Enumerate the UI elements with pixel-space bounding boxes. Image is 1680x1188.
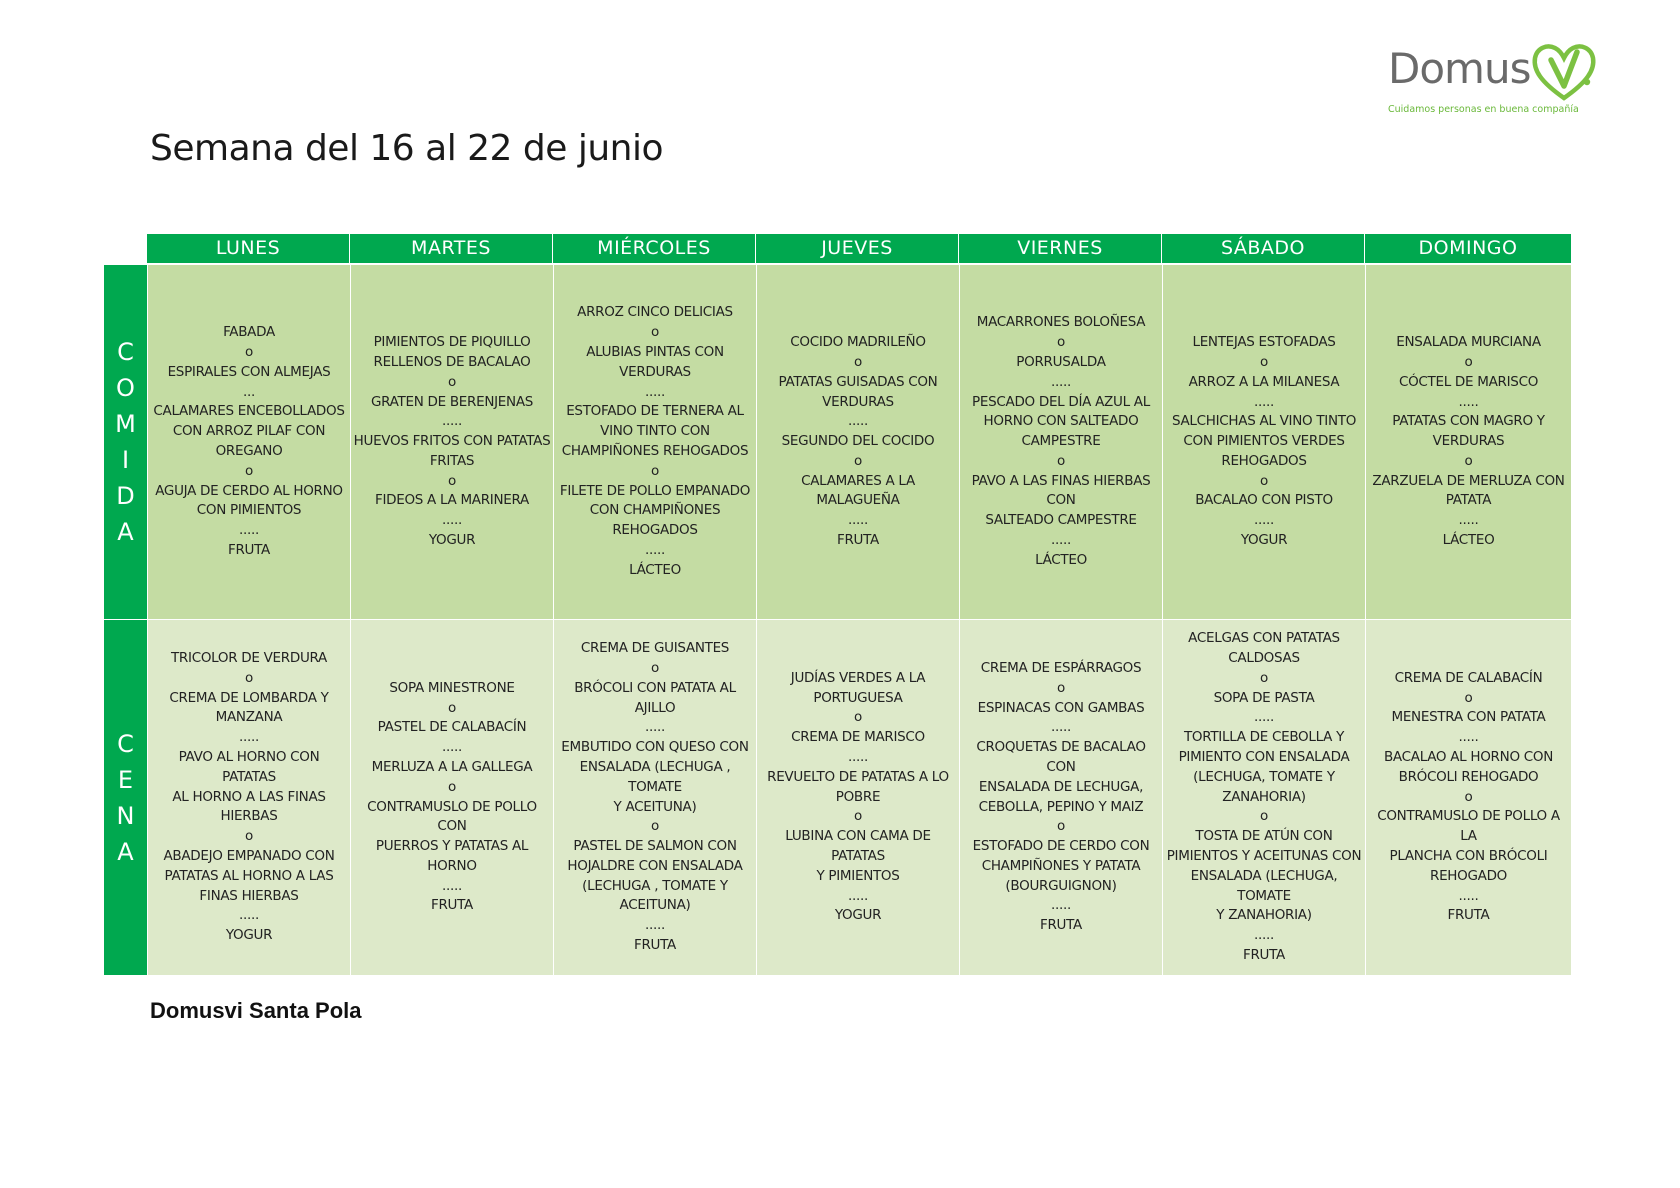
day-header-4: VIERNES	[959, 234, 1162, 263]
day-header-0: LUNES	[147, 234, 350, 263]
cena-menu-text: CREMA DE ESPÁRRAGOS o ESPINACAS CON GAMBAS ..... CROQUETAS DE BACALAO CON ENSALADA DE LECHUGA, CEBOLLA, PEPINO Y MAIZ o ESTOFADO DE CERDO CON CHAMPIÑONES Y PATATA (BOURGUIGNON) ..... FRUTA	[972, 659, 1150, 934]
logo-wordmark: Domus	[1388, 44, 1531, 93]
day-header-5: SÁBADO	[1162, 234, 1365, 263]
day-header-1: MARTES	[350, 234, 553, 263]
cena-cell-2	[553, 620, 756, 975]
page-title: Semana del 16 al 22 de junio	[150, 128, 664, 169]
cena-menu-text: CREMA DE CALABACÍN o MENESTRA CON PATATA ..... BACALAO AL HORNO CON BRÓCOLI REHOGADO o CONTRAMUSLO DE POLLO A LA PLANCHA CON BRÓCOLI REHOGADO ..... FRUTA	[1377, 669, 1560, 924]
cena-menu-text: TRICOLOR DE VERDURA o CREMA DE LOMBARDA Y MANZANA ..... PAVO AL HORNO CON PATATAS AL HORNO A LAS FINAS HIERBAS o ABADEJO EMPANADO CON PATATAS AL HORNO A LAS FINAS HIERBAS ..... YOGUR	[163, 650, 335, 944]
comida-menu-text: MACARRONES BOLOÑESA o PORRUSALDA ..... PESCADO DEL DÍA AZUL AL HORNO CON SALTEADO CAMPESTRE o PAVO A LAS FINAS HIERBAS CON SALTEADO CAMPESTRE ..... LÁCTEO	[971, 314, 1151, 568]
comida-side-label: C O M I D A	[104, 265, 147, 619]
cena-cell-0	[147, 620, 350, 975]
comida-menu-text: ARROZ CINCO DELICIAS o ALUBIAS PINTAS CON VERDURAS ..... ESTOFADO DE TERNERA AL VINO TINTO CON CHAMPIÑONES REHOGADOS o FILETE DE POLLO EMPANADO CON CHAMPIÑONES REHOGADOS ..... LÁCTEO	[559, 304, 751, 578]
comida-cell-3	[756, 265, 959, 619]
footer-center-name: Domusvi Santa Pola	[150, 998, 362, 1023]
day-header-6: DOMINGO	[1365, 234, 1571, 263]
cena-cell-3	[756, 620, 959, 975]
comida-menu-text: LENTEJAS ESTOFADAS o ARROZ A LA MILANESA ..... SALCHICHAS AL VINO TINTO CON PIMIENTOS VERDES REHOGADOS o BACALAO CON PISTO ..... YOGUR	[1171, 334, 1357, 549]
comida-row	[104, 265, 1571, 619]
heart-v-icon	[1531, 42, 1597, 102]
cena-menu-text: JUDÍAS VERDES A LA PORTUGUESA o CREMA DE MARISCO ..... REVUELTO DE PATATAS A LO POBRE o LUBINA CON CAMA DE PATATAS Y PIMIENTOS ..... YOGUR	[767, 669, 949, 924]
cena-row	[104, 620, 1571, 975]
comida-cell-4	[959, 265, 1162, 619]
cena-side-label: C E N A	[104, 620, 147, 975]
comida-cell-0	[147, 265, 350, 619]
comida-menu-text: FABADA o ESPIRALES CON ALMEJAS ... CALAMARES ENCEBOLLADOS CON ARROZ PILAF CON OREGANO o AGUJA DE CERDO AL HORNO CON PIMIENTOS ..... FRUTA	[153, 324, 345, 558]
cena-cell-6	[1365, 620, 1571, 975]
day-header-row	[147, 234, 1571, 263]
cena-menu-text: SOPA MINESTRONE o PASTEL DE CALABACÍN ..... MERLUZA A LA GALLEGA o CONTRAMUSLO DE POLLO CON PUERROS Y PATATAS AL HORNO ..... FRUTA	[367, 679, 537, 914]
cena-menu-text: CREMA DE GUISANTES o BRÓCOLI CON PATATA AL AJILLO ..... EMBUTIDO CON QUESO CON ENSALADA (LECHUGA , TOMATE Y ACEITUNA) o PASTEL DE SALMON CON HOJALDRE CON ENSALADA (LECHUGA , TOMATE Y ACEITUNA) ..... FRUTA	[561, 640, 749, 954]
comida-cell-1	[350, 265, 553, 619]
day-header-3: JUEVES	[756, 234, 959, 263]
comida-menu-text: PIMIENTOS DE PIQUILLO RELLENOS DE BACALAO o GRATEN DE BERENJENAS ..... HUEVOS FRITOS CON PATATAS FRITAS o FIDEOS A LA MARINERA ..... YOGUR	[353, 334, 551, 549]
cena-cell-5	[1162, 620, 1365, 975]
cena-cell-4	[959, 620, 1162, 975]
comida-cell-5	[1162, 265, 1365, 619]
comida-menu-text: COCIDO MADRILEÑO o PATATAS GUISADAS CON VERDURAS ..... SEGUNDO DEL COCIDO o CALAMARES A LA MALAGUEÑA ..... FRUTA	[778, 334, 938, 549]
domusvi-logo	[1388, 42, 1608, 122]
comida-menu-text: ENSALADA MURCIANA o CÓCTEL DE MARISCO ..... PATATAS CON MAGRO Y VERDURAS o ZARZUELA DE MERLUZA CON PATATA ..... LÁCTEO	[1372, 334, 1565, 549]
comida-cell-6	[1365, 265, 1571, 619]
comida-cell-2	[553, 265, 756, 619]
cena-cell-1	[350, 620, 553, 975]
day-header-2: MIÉRCOLES	[553, 234, 756, 263]
logo-tagline: Cuidamos personas en buena compañía	[1388, 104, 1579, 115]
cena-menu-text: ACELGAS CON PATATAS CALDOSAS o SOPA DE PASTA ..... TORTILLA DE CEBOLLA Y PIMIENTO CON ENSALADA (LECHUGA, TOMATE Y ZANAHORIA) o TOSTA DE ATÚN CON PIMIENTOS Y ACEITUNAS CON ENSALADA (LECHUGA, TOMATE Y ZANAHORIA) ..... FRUTA	[1166, 630, 1362, 963]
